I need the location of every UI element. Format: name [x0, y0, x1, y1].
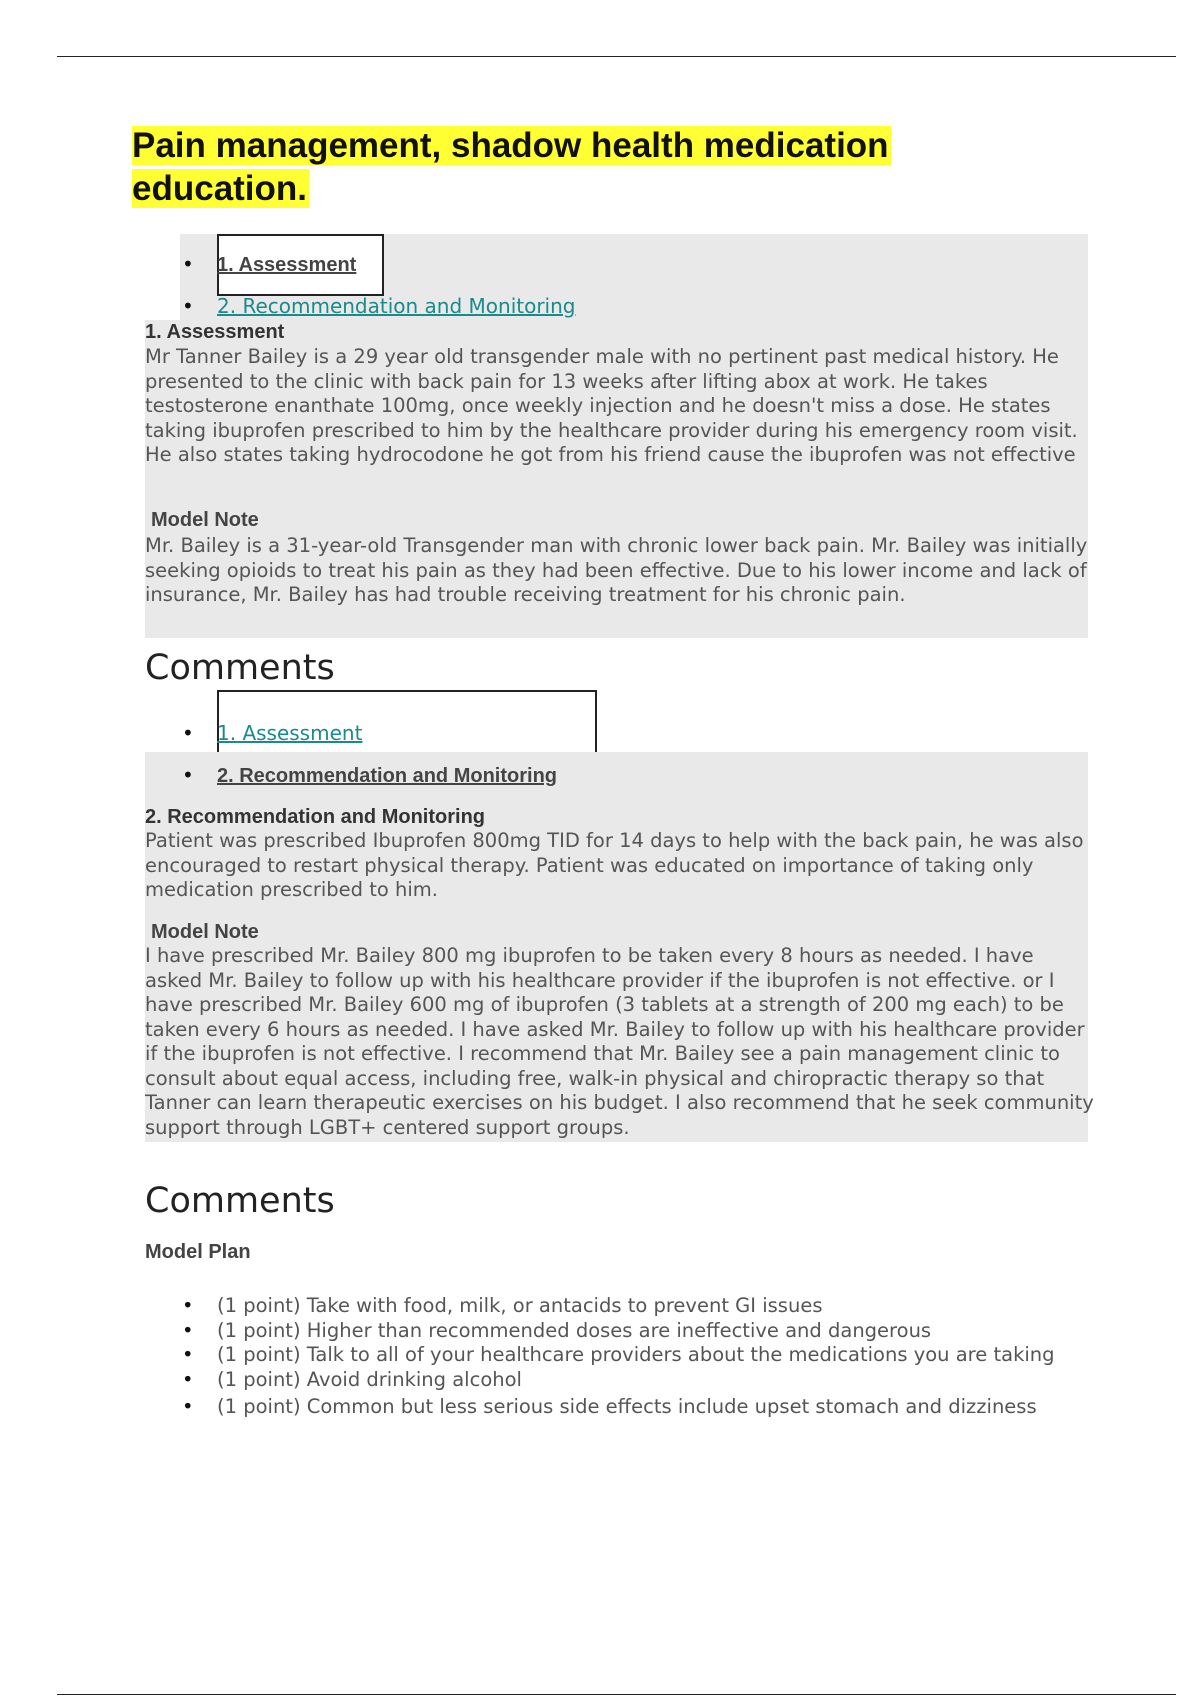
title-line-1: Pain management, shadow health medication [132, 126, 889, 165]
model-plan-label: Model Plan [145, 1241, 251, 1263]
list-item: • (1 point) Take with food, milk, or antacids to prevent GI issues [182, 1294, 823, 1317]
tab-assessment-label[interactable]: 1. Assessment [217, 254, 357, 276]
bullet-icon: • [182, 1343, 194, 1366]
top-rule [57, 56, 1176, 57]
bullet-icon: • [182, 1294, 194, 1317]
recommendation-body: Patient was prescribed Ibuprofen 800mg TID for 14 days to help with the back pain, he was also encouraged to restart physical therapy. Patient was educated on importance of taking only medication prescribed to him. [145, 829, 1084, 901]
bullet-icon: • [182, 763, 194, 787]
tab-assessment[interactable] [180, 243, 575, 285]
bullet-icon: • [182, 1395, 194, 1418]
assessment-heading: 1. Assessment [145, 321, 285, 343]
recommendation-heading: 2. Recommendation and Monitoring [145, 806, 486, 828]
assessment-model-note: Mr. Bailey is a 31-year-old Transgender man with chronic lower back pain. Mr. Bailey was initially seeking opioids to treat his pain as they had been effective. Due to his lower income and lack of insurance, Mr. Bailey has had trouble receiving treatment for his chronic pain. [145, 534, 1088, 606]
assessment-body: Mr Tanner Bailey is a 29 year old transgender male with no pertinent past medical history. He presented to the clinic with back pain for 13 weeks after lifting abox at work. He takes testosterone enanthate 100mg, once weekly injection and he doesn't miss a dose. He states taking ibuprofen prescribed to him by the healthcare provider during his emergency room visit. He also states taking hydrocodone he got from his friend cause the ibuprofen was not effective [145, 345, 1078, 466]
bullet-icon: • [182, 721, 194, 745]
comments-heading: Comments [145, 648, 335, 688]
tab-list-second [180, 712, 557, 796]
model-note-label: Model Note [151, 921, 259, 943]
bullet-icon: • [182, 294, 194, 318]
bullet-icon: • [182, 252, 194, 276]
tab-assessment[interactable] [180, 712, 557, 754]
model-note-label: Model Note [151, 509, 259, 531]
bullet-icon: • [182, 1367, 194, 1391]
list-item: • (1 point) Talk to all of your healthcare providers about the medications you are taking [182, 1343, 1055, 1366]
page-title [132, 124, 972, 210]
tab-recommendation-link[interactable]: 2. Recommendation and Monitoring [217, 294, 576, 318]
comments-heading-2: Comments [145, 1181, 335, 1221]
list-item: • (1 point) Avoid drinking alcohol [182, 1367, 522, 1391]
tab-list-first [180, 243, 575, 327]
bottom-rule [57, 1694, 1176, 1695]
list-item: • (1 point) Higher than recommended doses are ineffective and dangerous [182, 1318, 932, 1342]
list-item: • (1 point) Common but less serious side effects include upset stomach and dizziness [182, 1395, 1037, 1418]
title-line-2: education. [132, 169, 308, 208]
tab-recommendation-label[interactable]: 2. Recommendation and Monitoring [217, 765, 558, 787]
recommendation-model-note: I have prescribed Mr. Bailey 800 mg ibuprofen to be taken every 8 hours as needed. I have asked Mr. Bailey to follow up with his healthcare provider if the ibuprofen is not effective. or I have prescribed Mr. Bailey 600 mg of ibuprofen (3 tablets at a strength of 200 mg each) to be taken every 6 hours as needed. I have asked Mr. Bailey to follow up with his healthcare provider if the ibuprofen is not effective. I recommend that Mr. Bailey see a pain management clinic to consult about equal access, including free, walk-in physical and chiropractic therapy so that Tanner can learn therapeutic exercises on his budget. I also recommend that he seek community support through LGBT+ centered support groups. [145, 944, 1094, 1139]
model-plan-list [180, 1294, 1080, 1420]
tab-assessment-link[interactable]: 1. Assessment [217, 721, 363, 745]
bullet-icon: • [182, 1318, 194, 1342]
tab-recommendation[interactable] [180, 754, 557, 796]
